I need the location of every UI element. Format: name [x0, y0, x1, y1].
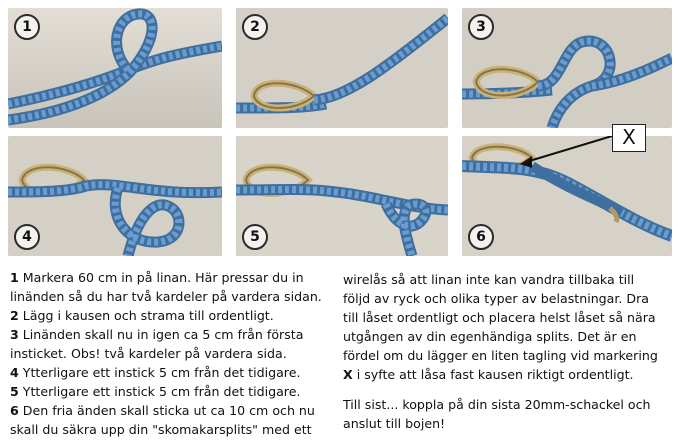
- instruction-line: skall du säkra upp din "skomakarsplits" med ett: [10, 422, 312, 437]
- step-badge: 2: [242, 14, 268, 40]
- instruction-line: insticket. Obs! två kardeler på vardera sida.: [10, 346, 287, 361]
- step-badge: 4: [14, 224, 40, 250]
- instruction-line: utgången av din egenhändiga splits. Det är en: [343, 329, 637, 344]
- step-4-photo: [8, 136, 222, 256]
- step-6-photo: [462, 136, 672, 256]
- instruction-line: X i syfte att låsa fast kausen riktigt ordentligt.: [343, 367, 634, 382]
- rope-loop-photo: [8, 8, 222, 128]
- instruction-line: följd av ryck och olika typer av belastningar. Dra: [343, 291, 650, 306]
- step-badge: 5: [242, 224, 268, 250]
- step-2-photo: [236, 8, 448, 128]
- instruction-line: wirelås så att linan inte kan vandra tillbaka till: [343, 272, 635, 287]
- instruction-line: 6 Den fria änden skall sticka ut ca 10 cm och nu: [10, 403, 315, 418]
- instruction-line: 3 Linänden skall nu in igen ca 5 cm från första: [10, 327, 304, 342]
- instruction-line: till låset ordentligt och placera helst låset så nära: [343, 310, 656, 325]
- instruction-line: linänden så du har två kardeler på vardera sidan.: [10, 289, 322, 304]
- step-badge: 6: [468, 224, 494, 250]
- x-marker-label: X: [612, 124, 646, 152]
- step-badge: 3: [468, 14, 494, 40]
- instruction-line: 1 Markera 60 cm in på linan. Här pressar du in: [10, 270, 304, 285]
- instruction-line: 5 Ytterligare ett instick 5 cm från det tidigare.: [10, 384, 301, 399]
- closing-line: anslut till bojen!: [343, 416, 446, 431]
- step-5-photo: [236, 136, 448, 256]
- instructions-left-column: [10, 268, 322, 439]
- step-1-photo: [8, 8, 222, 128]
- step-3-photo: [462, 8, 672, 128]
- instruction-line: fördel om du lägger en liten tagling vid markering: [343, 348, 658, 363]
- instructions-right-column: [343, 270, 658, 433]
- instruction-line: 4 Ytterligare ett instick 5 cm från det tidigare.: [10, 365, 301, 380]
- rope-second-tuck-photo: [8, 136, 222, 256]
- step-badge: 1: [14, 14, 40, 40]
- closing-line: Till sist... koppla på din sista 20mm-schackel och: [343, 397, 651, 412]
- instruction-line: 2 Lägg i kausen och strama till ordentligt.: [10, 308, 274, 323]
